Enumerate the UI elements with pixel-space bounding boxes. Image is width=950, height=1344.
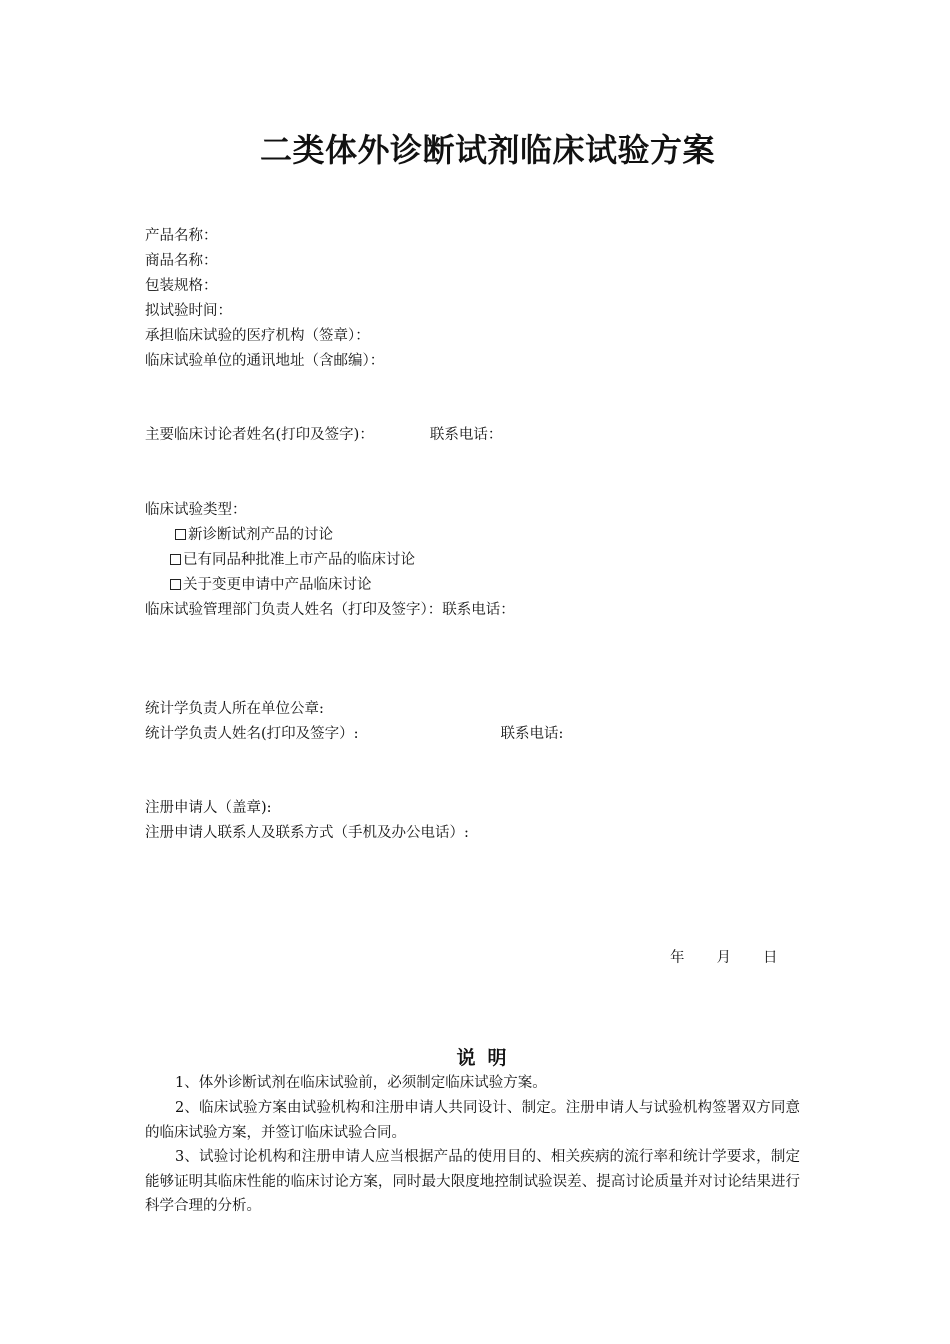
trial-type-label: 临床试验类型： [145,502,247,518]
note-item: 3、试验讨论机构和注册申请人应当根据产品的使用目的、相关疾病的流行率和统计学要求，制定能够证明其临床性能的临床讨论方案，同时最大限度地控制试验误差、提高讨论质量并对讨论结果进行科学合理的分析。 [145,1149,800,1214]
address-field: 临床试验单位的通讯地址（含邮编）： [145,353,385,369]
applicant-seal-field: 注册申请人（盖章): [145,800,272,816]
note-item: 2、临床试验方案由试验机构和注册申请人共同设计、制定。注册申请人与试验机构签署双方同意的临床试验方案，并签订临床试验合同。 [145,1100,800,1141]
trial-type-option-existing[interactable] [170,550,415,570]
statistics-name-label: 统计学负责人姓名(打印及签字）: [145,726,359,742]
trial-type-option-label: 关于变更申请中产品临床讨论 [183,577,372,593]
investigator-name-label: 主要临床讨论者姓名(打印及签字)： [145,427,374,443]
checkbox-icon[interactable] [170,554,181,565]
page-title: 二类体外诊断试剂临床试验方案 [259,131,715,169]
investigator-row [145,425,502,445]
note-item: 1、体外诊断试剂在临床试验前，必须制定临床试验方案。 [175,1075,547,1091]
notes-heading: 说明 [456,1047,519,1069]
trial-type-option-label: 新诊断试剂产品的讨论 [188,527,333,543]
trial-type-option-new[interactable] [175,525,333,545]
product-name-field: 产品名称： [145,228,218,244]
date-day: 日 [763,950,778,966]
statistics-phone-label: 联系电话: [500,726,564,742]
trial-type-option-change[interactable] [170,575,372,595]
statistics-row [145,724,563,744]
institution-field: 承担临床试验的医疗机构（签章）： [145,328,370,344]
management-field: 临床试验管理部门负责人姓名（打印及签字）：联系电话： [145,602,515,618]
statistics-unit-seal-field: 统计学负责人所在单位公章: [145,701,324,717]
date-month: 月 [716,950,731,966]
package-spec-field: 包装规格： [145,278,218,294]
trade-name-field: 商品名称： [145,253,218,269]
date-year: 年 [670,950,685,966]
date-row [670,948,778,968]
applicant-contact-field: 注册申请人联系人及联系方式（手机及办公电话）: [145,825,469,841]
investigator-phone-label: 联系电话： [429,427,503,443]
checkbox-icon[interactable] [170,579,181,590]
checkbox-icon[interactable] [175,529,186,540]
planned-time-field: 拟试验时间： [145,303,232,319]
trial-type-option-label: 已有同品种批准上市产品的临床讨论 [183,552,415,568]
